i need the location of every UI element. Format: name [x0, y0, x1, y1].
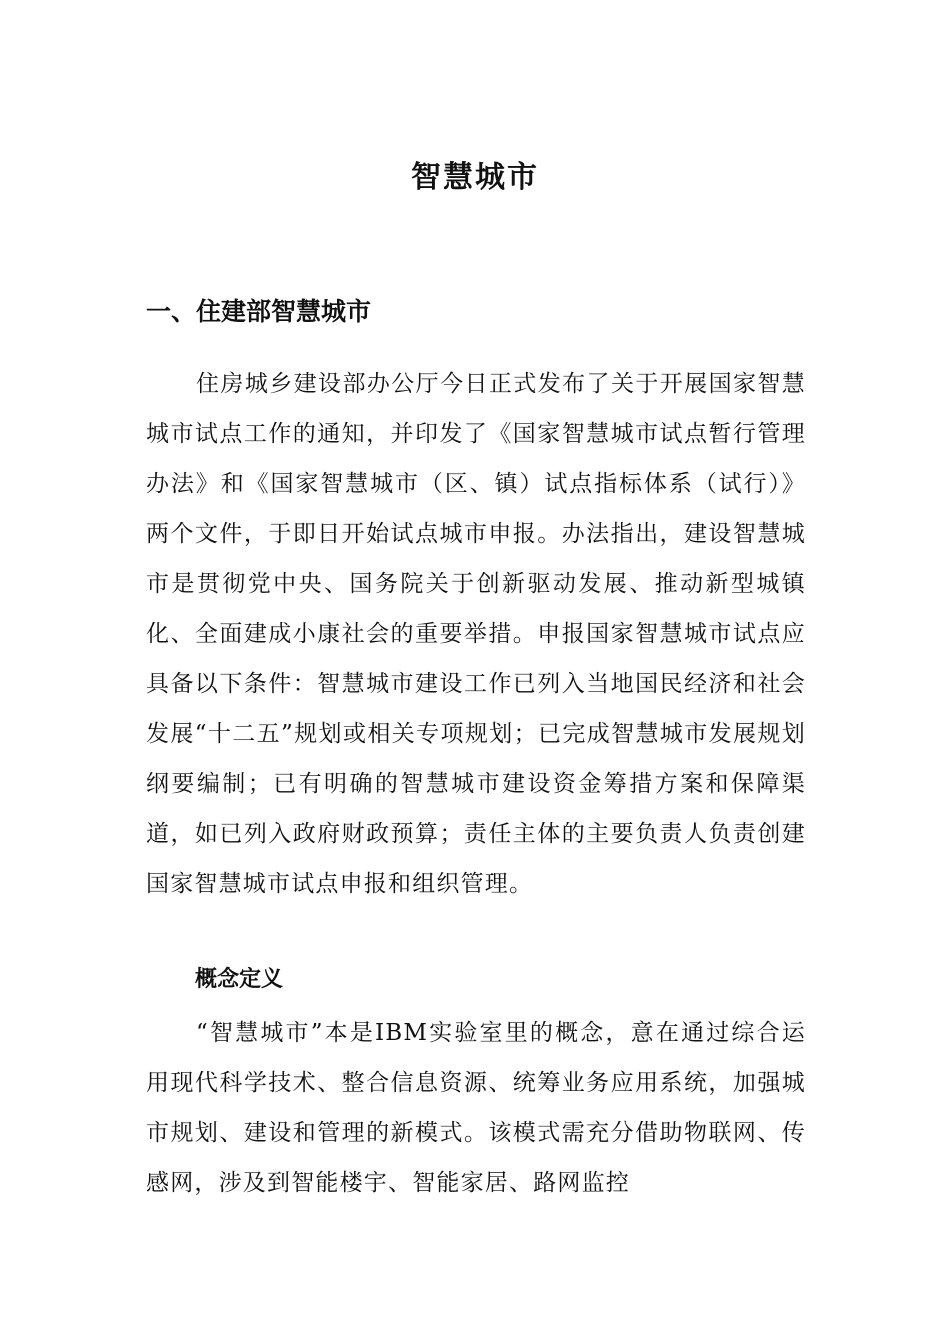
body-paragraph-2: “智慧城市”本是IBM实验室里的概念，意在通过综合运用现代科学技术、整合信息资源、统筹业务应用系统，加强城市规划、建设和管理的新模式。该模式需充分借助物联网、传感网，涉及到智能楼宇、智能家居、路网监控 — [146, 1020, 806, 1196]
section-heading: 一、住建部智慧城市 — [146, 297, 372, 326]
document-title: 智慧城市 — [411, 160, 539, 195]
body-paragraph-1: 住房城乡建设部办公厅今日正式发布了关于开展国家智慧城市试点工作的通知，并印发了《国家智慧城市试点暂行管理办法》和《国家智慧城市（区、镇）试点指标体系（试行）》两个文件，于即日开始试点城市申报。办法指出，建设智慧城市是贯彻党中央、国务院关于创新驱动发展、推动新型城镇化、全面建成小康社会的重要举措。申报国家智慧城市试点应具备以下条件：智慧城市建设工作已列入当地国民经济和社会发展“十二五”规划或相关专项规划；已完成智慧城市发展规划纲要编制；已有明确的智慧城市建设资金筹措方案和保障渠道，如已列入政府财政预算；责任主体的主要负责人负责创建国家智慧城市试点申报和组织管理。 — [146, 371, 806, 897]
sub-heading-concept-definition: 概念定义 — [195, 967, 284, 992]
